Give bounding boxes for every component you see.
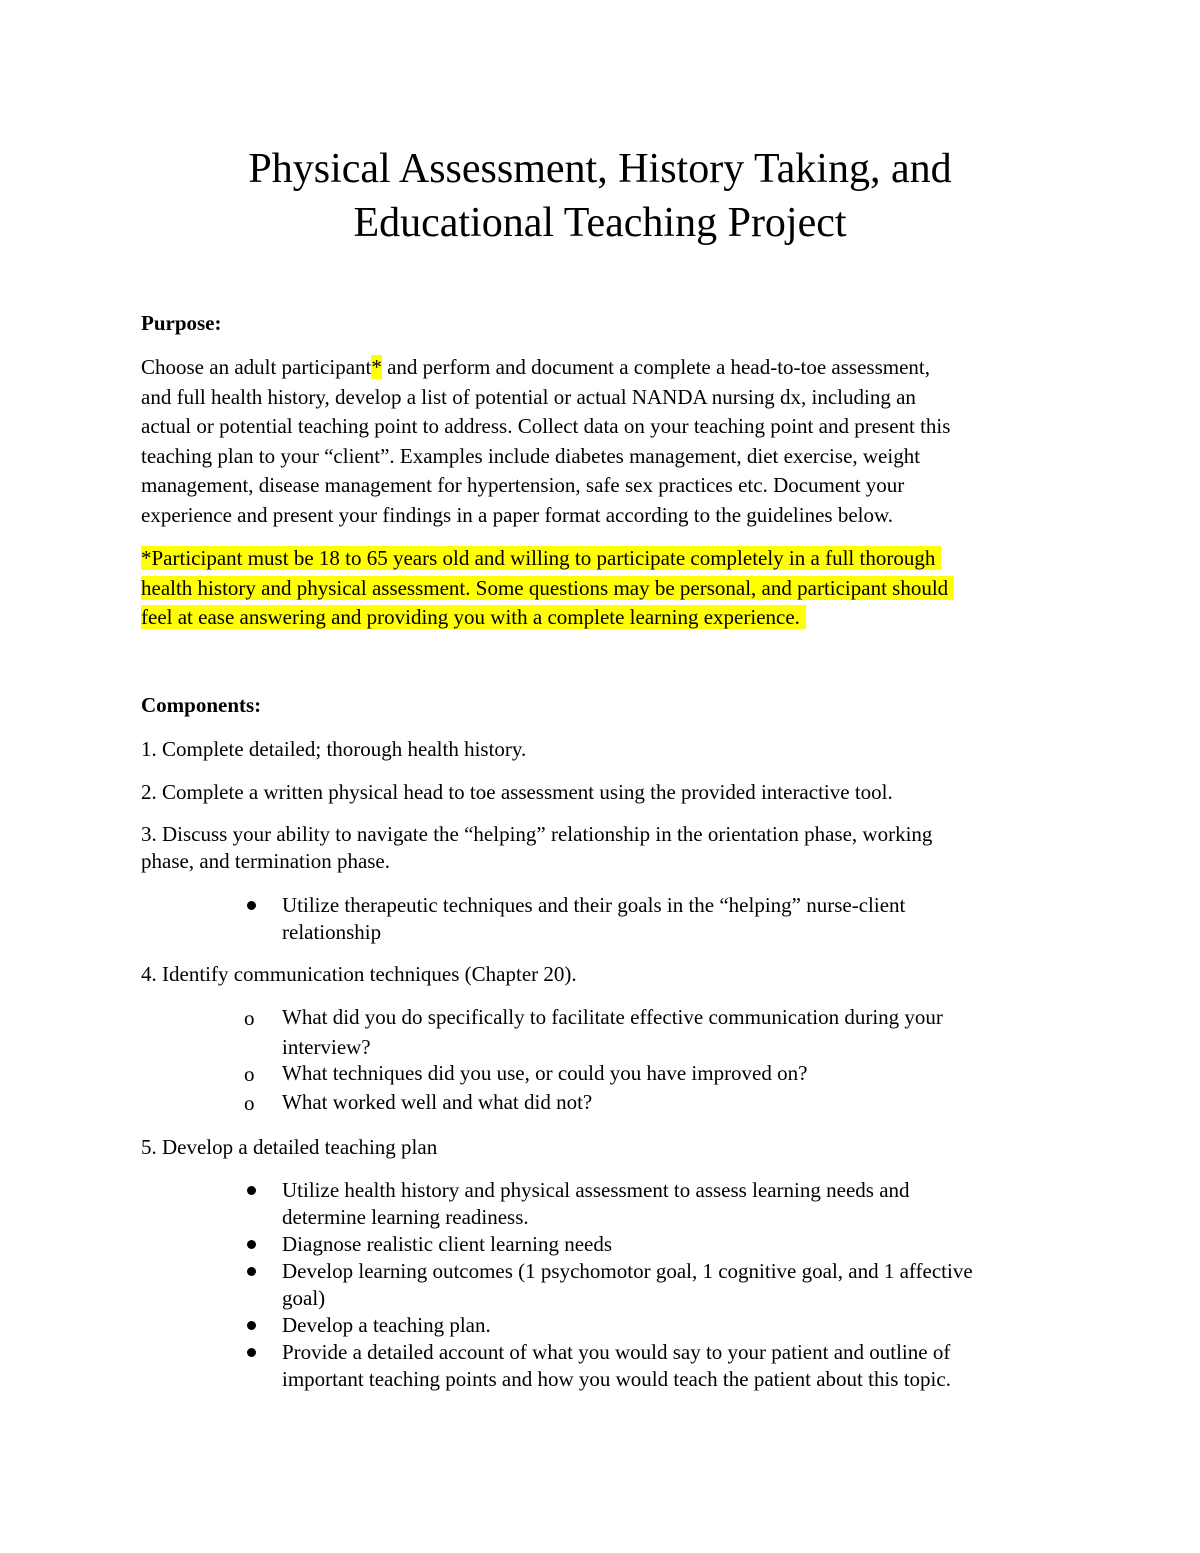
note-line-3-text: feel at ease answering and providing you with a complete learning experience. — [141, 605, 806, 629]
item-4-sub-1-line-1: What did you do specifically to facilitate effective communication during your — [282, 1005, 943, 1029]
circle-bullet-icon: o — [244, 1062, 255, 1086]
item-3-bullet — [282, 892, 905, 946]
asterisk-marker: * — [371, 355, 382, 379]
component-item-2: 2. Complete a written physical head to toe assessment using the provided interactive tool. — [141, 780, 893, 804]
title-line-1: Physical Assessment, History Taking, and — [248, 146, 952, 192]
note-line-2 — [141, 574, 1071, 604]
note-line-1-text: *Participant must be 18 to 65 years old and willing to participate completely in a full thorough — [141, 546, 941, 570]
item-4-sub-1 — [282, 1004, 943, 1061]
item-5-bullet-5 — [282, 1339, 951, 1393]
item-4-sub-1-line-2: interview? — [282, 1035, 371, 1059]
circle-bullet-icon: o — [244, 1006, 255, 1030]
item-3-line-2: phase, and termination phase. — [141, 849, 391, 873]
components-heading: Components: — [141, 693, 262, 717]
purpose-line-1 — [141, 353, 1071, 383]
component-item-5: 5. Develop a detailed teaching plan — [141, 1135, 438, 1159]
item-4-sub-3: What worked well and what did not? — [282, 1090, 593, 1114]
item-5-bullet-5-line-2: important teaching points and how you would teach the patient about this topic. — [282, 1367, 951, 1391]
purpose-line-1-rest: and perform and document a complete a head-to-toe assessment, — [381, 355, 930, 379]
bullet-icon — [247, 1240, 256, 1249]
component-item-4: 4. Identify communication techniques (Chapter 20). — [141, 962, 577, 986]
item-4-sub-2: What techniques did you use, or could you have improved on? — [282, 1061, 808, 1085]
purpose-line-2: and full health history, develop a list of potential or actual NANDA nursing dx, including an — [141, 384, 916, 409]
item-5-bullet-2: Diagnose realistic client learning needs — [282, 1232, 613, 1256]
purpose-heading: Purpose: — [141, 311, 222, 335]
item-3-bullet-line-2: relationship — [282, 920, 382, 944]
item-5-bullet-4: Develop a teaching plan. — [282, 1313, 491, 1337]
purpose-line-6: experience and present your findings in a paper format according to the guidelines below. — [141, 502, 894, 527]
purpose-paragraph — [141, 353, 1071, 530]
circle-bullet-icon: o — [244, 1091, 255, 1115]
item-5-bullet-3-line-2: goal) — [282, 1286, 326, 1310]
bullet-icon — [247, 1186, 256, 1195]
note-line-2-text: health history and physical assessment. Some questions may be personal, and participant should — [141, 576, 954, 600]
document-title — [0, 142, 1200, 250]
bullet-icon — [247, 901, 256, 910]
bullet-icon — [247, 1348, 256, 1357]
item-3-bullet-line-1: Utilize therapeutic techniques and their goals in the “helping” nurse-client — [282, 893, 906, 917]
participant-note — [141, 544, 1071, 633]
item-5-bullet-1 — [282, 1177, 910, 1231]
item-3-line-1: 3. Discuss your ability to navigate the “helping” relationship in the orientation phase, working — [141, 822, 933, 846]
note-line-3 — [141, 603, 1071, 633]
note-line-1 — [141, 544, 1071, 574]
purpose-line-3: actual or potential teaching point to address. Collect data on your teaching point and present this — [141, 414, 951, 438]
purpose-line-1-text: Choose an adult participant — [141, 355, 372, 379]
bullet-icon — [247, 1267, 256, 1276]
purpose-line-5: management, disease management for hypertension, safe sex practices etc. Document your — [141, 473, 905, 497]
item-5-bullet-1-line-2: determine learning readiness. — [282, 1205, 529, 1229]
item-5-bullet-5-line-1: Provide a detailed account of what you would say to your patient and outline of — [282, 1340, 951, 1364]
title-line-2: Educational Teaching Project — [353, 200, 847, 246]
component-item-3 — [141, 821, 932, 875]
bullet-icon — [247, 1321, 256, 1330]
purpose-line-4: teaching plan to your “client”. Examples include diabetes management, diet exercise, weight — [141, 443, 921, 468]
item-5-bullet-3 — [282, 1258, 973, 1312]
component-item-1: 1. Complete detailed; thorough health history. — [141, 737, 527, 761]
item-5-bullet-1-line-1: Utilize health history and physical assessment to assess learning needs and — [282, 1178, 910, 1202]
item-5-bullet-3-line-1: Develop learning outcomes (1 psychomotor goal, 1 cognitive goal, and 1 affective — [282, 1259, 973, 1283]
